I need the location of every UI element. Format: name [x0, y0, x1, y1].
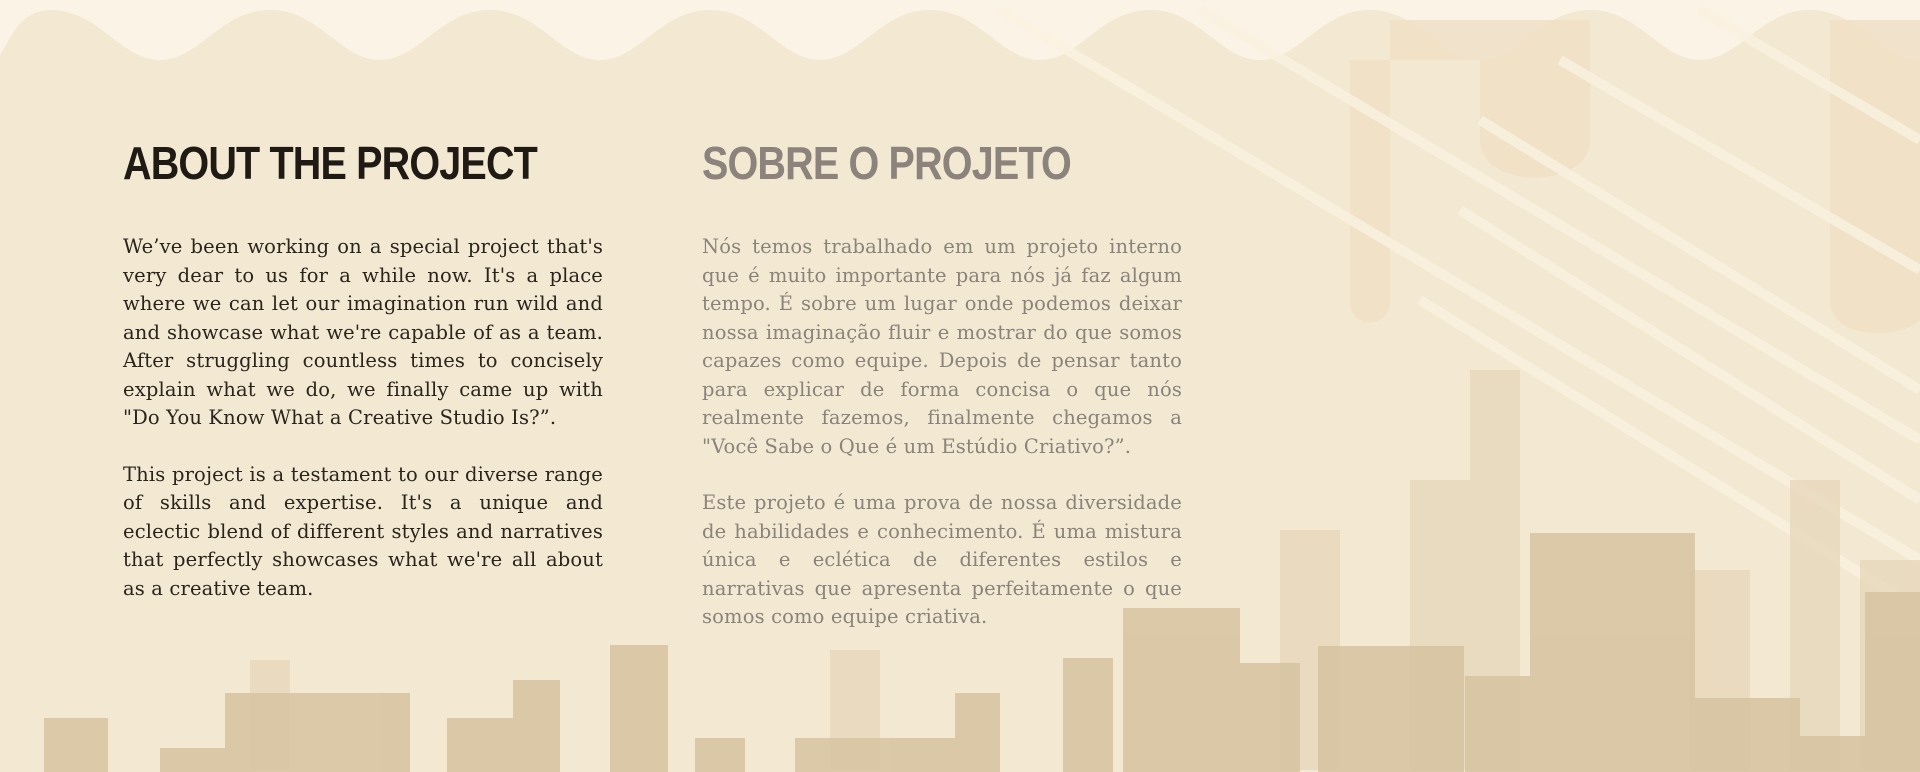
wave-top	[0, 0, 1920, 60]
about-paragraph-english-2: This project is a testament to our diverse range of skills and expertise. It's a unique and eclectic blend of different styles and narratives that perfectly showcases what we're all about as a creative team.	[123, 462, 603, 600]
about-title-portuguese: SOBRE O PROJETO	[702, 137, 1071, 189]
about-paragraph-english-1: We’ve been working on a special project that's very dear to us for a while now. It's a place where we can let our imagination run wild and and showcase what we're capable of as a team. After struggling countless times to concisely explain what we do, we finally came up with "Do You Know What a Creative Studio Is?”.	[123, 235, 603, 429]
about-section-portuguese	[702, 138, 1202, 660]
about-body-portuguese	[702, 233, 1202, 632]
about-section-english	[123, 138, 623, 631]
about-paragraph-portuguese-1: Nós temos trabalhado em um projeto interno que é muito importante para nós já faz algum tempo. É sobre um lugar onde podemos deixar nossa imaginação fluir e mostrar do que somos capazes como equipe. Depois de pensar tanto para explicar de forma concisa o que nós realmente fazemos, finalmente chegamos a "Você Sabe o Que é um Estúdio Criativo?”.	[702, 235, 1182, 458]
about-paragraph-portuguese-2: Este projeto é uma prova de nossa diversidade de habilidades e conhecimento. É uma mistura única e eclética de diferentes estilos e narrativas que apresenta perfeitamente o que somos como equipe criativa.	[702, 491, 1182, 628]
about-body-english	[123, 233, 623, 603]
about-title-english: ABOUT THE PROJECT	[123, 137, 537, 189]
